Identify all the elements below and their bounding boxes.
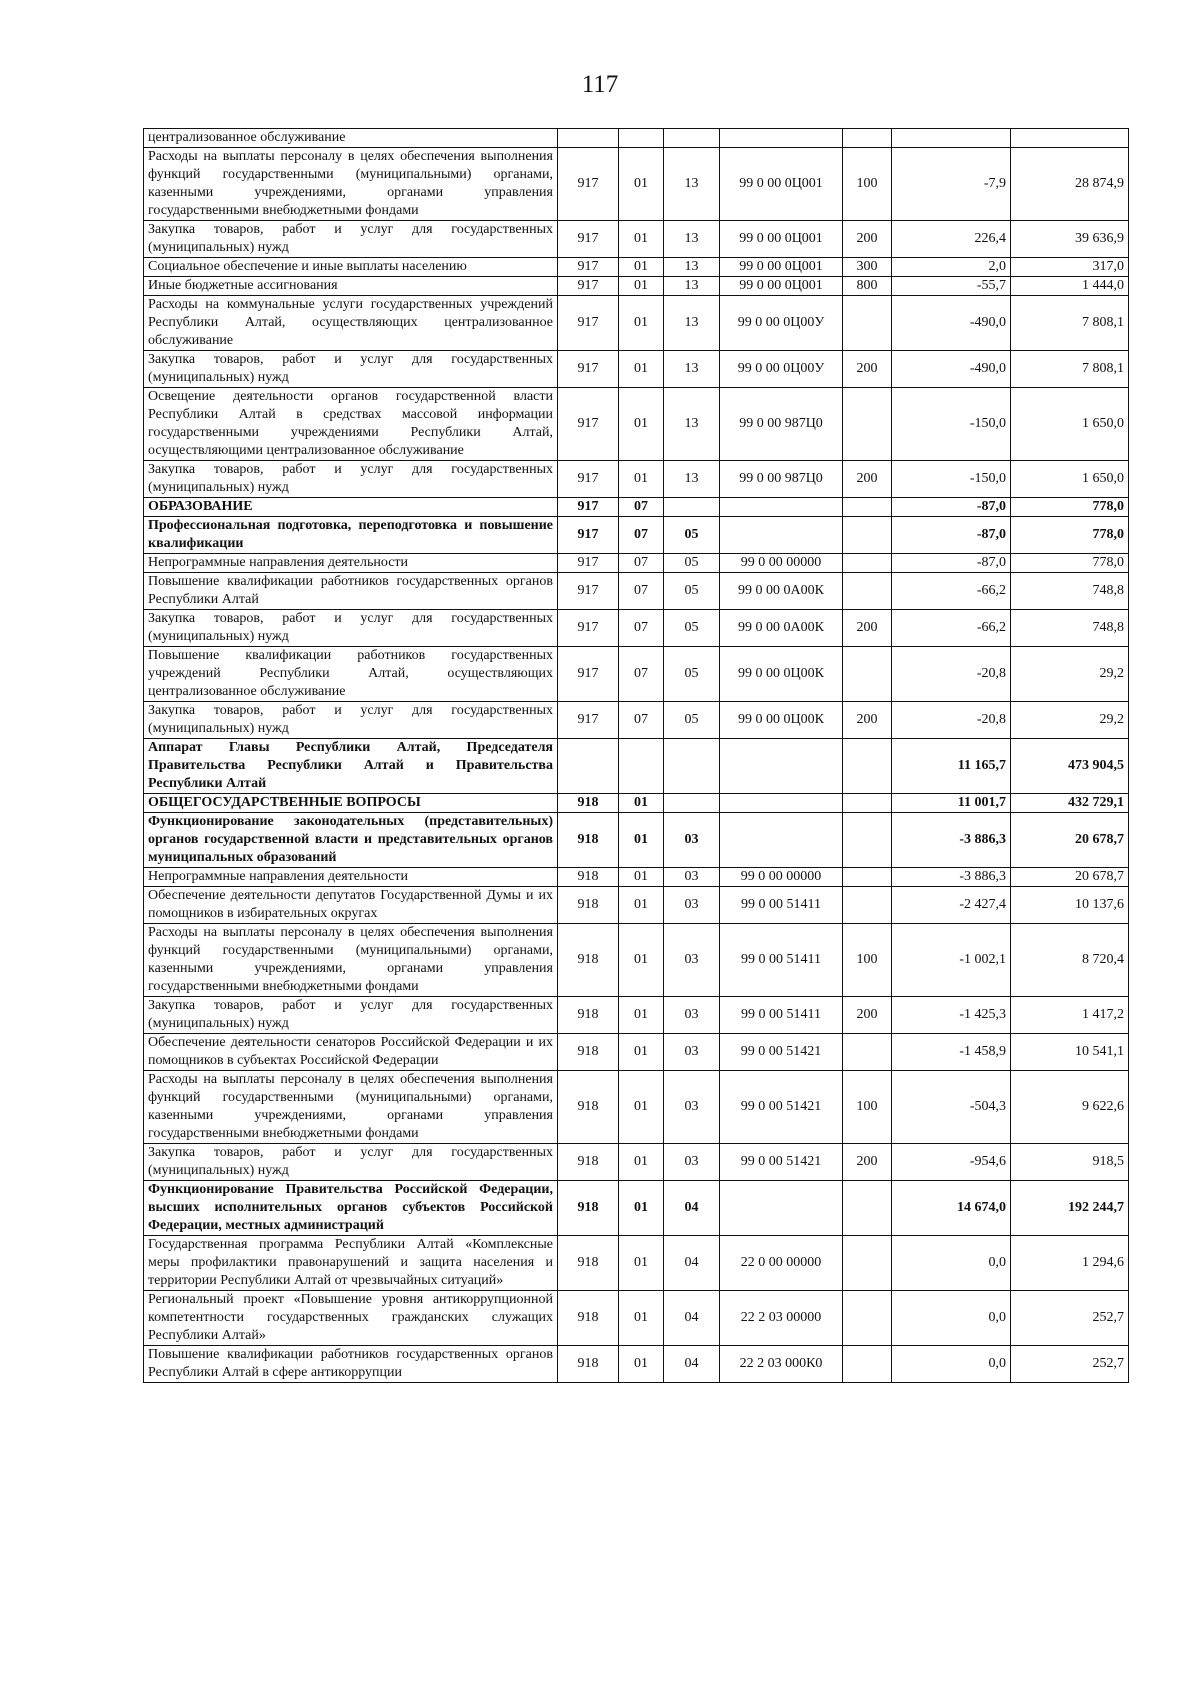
row-target-article: 99 0 00 0Ц001 [720, 221, 843, 258]
row-name: Государственная программа Республики Алтай «Комплексные меры профилактики правонарушений и защита населения и территории Республики Алтай от чрезвычайных ситуаций» [144, 1236, 558, 1291]
table-row [144, 258, 1129, 277]
table-row [144, 498, 1129, 517]
row-gr-code: 917 [558, 610, 619, 647]
row-total-amount: 432 729,1 [1011, 794, 1129, 813]
row-name: Закупка товаров, работ и услуг для государственных (муниципальных) нужд [144, 351, 558, 388]
row-gr-code: 918 [558, 794, 619, 813]
row-name: ОБРАЗОВАНИЕ [144, 498, 558, 517]
row-section-code: 01 [619, 258, 664, 277]
row-target-article: 22 0 00 00000 [720, 1236, 843, 1291]
row-target-article: 99 0 00 0А00К [720, 573, 843, 610]
row-total-amount: 9 622,6 [1011, 1071, 1129, 1144]
row-expense-type: 200 [843, 1144, 892, 1181]
row-gr-code: 918 [558, 1034, 619, 1071]
row-subsection-code: 04 [664, 1346, 720, 1383]
row-section-code: 01 [619, 813, 664, 868]
row-gr-code: 917 [558, 351, 619, 388]
row-gr-code: 918 [558, 997, 619, 1034]
row-section-code: 07 [619, 647, 664, 702]
row-gr-code: 917 [558, 498, 619, 517]
row-subsection-code: 13 [664, 277, 720, 296]
table-row [144, 221, 1129, 258]
row-expense-type [843, 647, 892, 702]
row-change-amount: -490,0 [892, 351, 1011, 388]
row-subsection-code [664, 129, 720, 148]
row-subsection-code: 13 [664, 388, 720, 461]
row-gr-code: 917 [558, 388, 619, 461]
row-name: Непрограммные направления деятельности [144, 554, 558, 573]
row-subsection-code: 05 [664, 554, 720, 573]
row-expense-type: 800 [843, 277, 892, 296]
row-total-amount: 28 874,9 [1011, 148, 1129, 221]
row-name: Закупка товаров, работ и услуг для государственных (муниципальных) нужд [144, 1144, 558, 1181]
table-row [144, 351, 1129, 388]
row-name: Закупка товаров, работ и услуг для государственных (муниципальных) нужд [144, 221, 558, 258]
row-name: Закупка товаров, работ и услуг для государственных (муниципальных) нужд [144, 461, 558, 498]
row-expense-type: 200 [843, 461, 892, 498]
row-total-amount: 473 904,5 [1011, 739, 1129, 794]
row-change-amount: -7,9 [892, 148, 1011, 221]
row-name: Социальное обеспечение и иные выплаты населению [144, 258, 558, 277]
row-subsection-code: 03 [664, 868, 720, 887]
row-section-code: 01 [619, 1291, 664, 1346]
row-total-amount: 8 720,4 [1011, 924, 1129, 997]
table-row [144, 1346, 1129, 1383]
row-subsection-code: 04 [664, 1181, 720, 1236]
row-target-article: 99 0 00 51421 [720, 1071, 843, 1144]
row-expense-type [843, 1181, 892, 1236]
row-expense-type [843, 868, 892, 887]
row-change-amount: -66,2 [892, 610, 1011, 647]
row-change-amount: -150,0 [892, 461, 1011, 498]
row-name: Закупка товаров, работ и услуг для государственных (муниципальных) нужд [144, 610, 558, 647]
row-gr-code: 918 [558, 1236, 619, 1291]
row-expense-type [843, 1291, 892, 1346]
table-row [144, 702, 1129, 739]
row-change-amount: -20,8 [892, 647, 1011, 702]
table-row [144, 794, 1129, 813]
row-subsection-code: 05 [664, 702, 720, 739]
row-total-amount: 20 678,7 [1011, 813, 1129, 868]
row-expense-type [843, 1034, 892, 1071]
row-expense-type: 100 [843, 924, 892, 997]
row-target-article: 99 0 00 0Ц001 [720, 148, 843, 221]
row-change-amount: -954,6 [892, 1144, 1011, 1181]
row-expense-type: 100 [843, 148, 892, 221]
row-change-amount: -87,0 [892, 498, 1011, 517]
table-row [144, 813, 1129, 868]
row-gr-code: 917 [558, 148, 619, 221]
row-total-amount: 778,0 [1011, 498, 1129, 517]
table-row [144, 554, 1129, 573]
row-total-amount: 10 137,6 [1011, 887, 1129, 924]
row-change-amount: -66,2 [892, 573, 1011, 610]
row-name: Функционирование законодательных (представительных) органов государственной власти и представительных органов муниципальных образований [144, 813, 558, 868]
row-section-code: 07 [619, 573, 664, 610]
row-total-amount: 1 650,0 [1011, 461, 1129, 498]
row-section-code: 01 [619, 221, 664, 258]
table-row [144, 1181, 1129, 1236]
row-subsection-code: 03 [664, 1071, 720, 1144]
row-section-code: 01 [619, 794, 664, 813]
row-change-amount: -87,0 [892, 517, 1011, 554]
row-change-amount: -87,0 [892, 554, 1011, 573]
row-target-article: 99 0 00 0Ц001 [720, 277, 843, 296]
row-total-amount: 778,0 [1011, 554, 1129, 573]
row-expense-type [843, 388, 892, 461]
row-subsection-code: 13 [664, 148, 720, 221]
row-change-amount: 0,0 [892, 1346, 1011, 1383]
row-subsection-code: 13 [664, 461, 720, 498]
row-gr-code: 918 [558, 1346, 619, 1383]
table-row [144, 997, 1129, 1034]
row-target-article: 99 0 00 51411 [720, 924, 843, 997]
row-section-code: 07 [619, 610, 664, 647]
row-name: Повышение квалификации работников государственных органов Республики Алтай в сфере антикоррупции [144, 1346, 558, 1383]
row-target-article: 99 0 00 0Ц00У [720, 296, 843, 351]
row-expense-type: 200 [843, 702, 892, 739]
row-subsection-code: 03 [664, 813, 720, 868]
row-target-article [720, 498, 843, 517]
row-total-amount: 29,2 [1011, 702, 1129, 739]
row-name: Непрограммные направления деятельности [144, 868, 558, 887]
row-section-code: 01 [619, 1346, 664, 1383]
row-name: Освещение деятельности органов государственной власти Республики Алтай в средствах массовой информации государственными учреждениями Республики Алтай, осуществляющими централизованное обслуживание [144, 388, 558, 461]
row-change-amount: 0,0 [892, 1291, 1011, 1346]
row-name: Повышение квалификации работников государственных учреждений Республики Алтай, осуществляющих централизованное обслуживание [144, 647, 558, 702]
row-expense-type: 200 [843, 221, 892, 258]
row-subsection-code: 03 [664, 1144, 720, 1181]
row-section-code: 07 [619, 554, 664, 573]
row-gr-code: 918 [558, 813, 619, 868]
row-target-article: 99 0 00 987Ц0 [720, 461, 843, 498]
row-gr-code: 917 [558, 647, 619, 702]
row-expense-type [843, 794, 892, 813]
row-name: Расходы на коммунальные услуги государственных учреждений Республики Алтай, осуществляющих централизованное обслуживание [144, 296, 558, 351]
row-gr-code: 917 [558, 277, 619, 296]
table-row [144, 296, 1129, 351]
row-subsection-code: 03 [664, 887, 720, 924]
row-total-amount: 192 244,7 [1011, 1181, 1129, 1236]
row-name: Обеспечение деятельности сенаторов Российской Федерации и их помощников в субъектах Российской Федерации [144, 1034, 558, 1071]
row-name: Региональный проект «Повышение уровня антикоррупционной компетентности государственных гражданских служащих Республики Алтай» [144, 1291, 558, 1346]
row-target-article [720, 517, 843, 554]
row-total-amount: 10 541,1 [1011, 1034, 1129, 1071]
row-change-amount: 2,0 [892, 258, 1011, 277]
table-row [144, 277, 1129, 296]
row-total-amount: 20 678,7 [1011, 868, 1129, 887]
row-section-code: 07 [619, 498, 664, 517]
row-total-amount: 317,0 [1011, 258, 1129, 277]
table-row [144, 388, 1129, 461]
row-total-amount: 1 650,0 [1011, 388, 1129, 461]
row-target-article: 99 0 00 0А00К [720, 610, 843, 647]
row-subsection-code: 04 [664, 1236, 720, 1291]
row-subsection-code: 03 [664, 997, 720, 1034]
row-section-code: 01 [619, 1034, 664, 1071]
row-change-amount [892, 129, 1011, 148]
table-body [144, 129, 1129, 1383]
row-expense-type: 100 [843, 1071, 892, 1144]
row-target-article: 99 0 00 00000 [720, 554, 843, 573]
table-row [144, 868, 1129, 887]
row-subsection-code: 04 [664, 1291, 720, 1346]
table-row [144, 517, 1129, 554]
row-change-amount: -1 002,1 [892, 924, 1011, 997]
row-total-amount: 29,2 [1011, 647, 1129, 702]
row-expense-type [843, 739, 892, 794]
row-section-code: 01 [619, 388, 664, 461]
row-section-code [619, 129, 664, 148]
table-row [144, 1291, 1129, 1346]
row-target-article: 99 0 00 51421 [720, 1144, 843, 1181]
row-target-article [720, 129, 843, 148]
row-total-amount [1011, 129, 1129, 148]
row-name: Закупка товаров, работ и услуг для государственных (муниципальных) нужд [144, 702, 558, 739]
row-section-code: 01 [619, 1071, 664, 1144]
row-section-code: 01 [619, 1181, 664, 1236]
row-section-code: 01 [619, 461, 664, 498]
row-gr-code: 918 [558, 1181, 619, 1236]
row-name: ОБЩЕГОСУДАРСТВЕННЫЕ ВОПРОСЫ [144, 794, 558, 813]
row-subsection-code [664, 739, 720, 794]
row-target-article: 99 0 00 51411 [720, 997, 843, 1034]
row-name: Расходы на выплаты персоналу в целях обеспечения выполнения функций государственными (муниципальными) органами, казенными учреждениями, органами управления государственными внебюджетными фондами [144, 148, 558, 221]
table-row [144, 129, 1129, 148]
row-section-code: 01 [619, 351, 664, 388]
table-row [144, 1034, 1129, 1071]
row-expense-type: 200 [843, 351, 892, 388]
row-target-article: 22 2 03 000К0 [720, 1346, 843, 1383]
row-section-code: 07 [619, 517, 664, 554]
table-row [144, 610, 1129, 647]
row-subsection-code: 13 [664, 221, 720, 258]
row-name: Повышение квалификации работников государственных органов Республики Алтай [144, 573, 558, 610]
row-expense-type [843, 813, 892, 868]
row-target-article: 99 0 00 987Ц0 [720, 388, 843, 461]
row-target-article: 99 0 00 0Ц00К [720, 702, 843, 739]
row-name: Профессиональная подготовка, переподготовка и повышение квалификации [144, 517, 558, 554]
row-total-amount: 39 636,9 [1011, 221, 1129, 258]
row-section-code: 01 [619, 1236, 664, 1291]
budget-table [143, 128, 1129, 1383]
row-gr-code: 917 [558, 517, 619, 554]
row-expense-type [843, 1346, 892, 1383]
row-total-amount: 7 808,1 [1011, 296, 1129, 351]
row-target-article [720, 739, 843, 794]
row-change-amount: 0,0 [892, 1236, 1011, 1291]
row-section-code: 01 [619, 277, 664, 296]
row-total-amount: 748,8 [1011, 573, 1129, 610]
row-subsection-code: 05 [664, 610, 720, 647]
row-change-amount: -150,0 [892, 388, 1011, 461]
row-change-amount: -3 886,3 [892, 813, 1011, 868]
row-section-code: 01 [619, 1144, 664, 1181]
row-subsection-code: 05 [664, 647, 720, 702]
row-subsection-code: 03 [664, 1034, 720, 1071]
row-gr-code: 917 [558, 573, 619, 610]
row-change-amount: 14 674,0 [892, 1181, 1011, 1236]
row-section-code [619, 739, 664, 794]
row-name: Расходы на выплаты персоналу в целях обеспечения выполнения функций государственными (муниципальными) органами, казенными учреждениями, органами управления государственными внебюджетными фондами [144, 924, 558, 997]
row-name: Закупка товаров, работ и услуг для государственных (муниципальных) нужд [144, 997, 558, 1034]
row-section-code: 01 [619, 924, 664, 997]
row-expense-type [843, 1236, 892, 1291]
row-expense-type [843, 498, 892, 517]
row-expense-type: 300 [843, 258, 892, 277]
row-gr-code: 917 [558, 461, 619, 498]
row-change-amount: -1 425,3 [892, 997, 1011, 1034]
row-change-amount: 11 001,7 [892, 794, 1011, 813]
row-name: Функционирование Правительства Российской Федерации, высших исполнительных органов субъектов Российской Федерации, местных администраций [144, 1181, 558, 1236]
row-target-article [720, 794, 843, 813]
row-gr-code: 917 [558, 702, 619, 739]
row-section-code: 01 [619, 997, 664, 1034]
row-expense-type [843, 517, 892, 554]
row-total-amount: 252,7 [1011, 1346, 1129, 1383]
row-total-amount: 1 417,2 [1011, 997, 1129, 1034]
table-row [144, 739, 1129, 794]
table-row [144, 647, 1129, 702]
row-section-code: 07 [619, 702, 664, 739]
row-section-code: 01 [619, 868, 664, 887]
row-change-amount: -20,8 [892, 702, 1011, 739]
table-row [144, 148, 1129, 221]
table-row [144, 1236, 1129, 1291]
row-name: Иные бюджетные ассигнования [144, 277, 558, 296]
row-change-amount: 226,4 [892, 221, 1011, 258]
row-gr-code [558, 129, 619, 148]
row-total-amount: 1 444,0 [1011, 277, 1129, 296]
row-name: Обеспечение деятельности депутатов Государственной Думы и их помощников в избирательных округах [144, 887, 558, 924]
row-gr-code: 917 [558, 221, 619, 258]
row-change-amount: -504,3 [892, 1071, 1011, 1144]
row-expense-type [843, 554, 892, 573]
table-row [144, 1071, 1129, 1144]
table-row [144, 887, 1129, 924]
row-target-article: 99 0 00 0Ц00К [720, 647, 843, 702]
row-gr-code: 918 [558, 1144, 619, 1181]
table-row [144, 573, 1129, 610]
row-gr-code: 917 [558, 296, 619, 351]
row-expense-type [843, 887, 892, 924]
row-change-amount: -3 886,3 [892, 868, 1011, 887]
row-gr-code: 917 [558, 258, 619, 277]
row-subsection-code [664, 794, 720, 813]
row-target-article: 99 0 00 51411 [720, 887, 843, 924]
row-total-amount: 252,7 [1011, 1291, 1129, 1346]
row-gr-code: 918 [558, 1291, 619, 1346]
row-gr-code: 918 [558, 924, 619, 997]
row-subsection-code: 03 [664, 924, 720, 997]
row-subsection-code [664, 498, 720, 517]
row-total-amount: 778,0 [1011, 517, 1129, 554]
row-change-amount: -490,0 [892, 296, 1011, 351]
row-name: Аппарат Главы Республики Алтай, Председателя Правительства Республики Алтай и Правительства Республики Алтай [144, 739, 558, 794]
row-target-article: 22 2 03 00000 [720, 1291, 843, 1346]
row-section-code: 01 [619, 887, 664, 924]
row-expense-type: 200 [843, 610, 892, 647]
row-subsection-code: 05 [664, 517, 720, 554]
row-target-article [720, 1181, 843, 1236]
row-target-article: 99 0 00 00000 [720, 868, 843, 887]
row-change-amount: -55,7 [892, 277, 1011, 296]
table-row [144, 924, 1129, 997]
row-total-amount: 748,8 [1011, 610, 1129, 647]
row-change-amount: -2 427,4 [892, 887, 1011, 924]
row-expense-type: 200 [843, 997, 892, 1034]
row-subsection-code: 13 [664, 296, 720, 351]
row-subsection-code: 05 [664, 573, 720, 610]
row-name: Расходы на выплаты персоналу в целях обеспечения выполнения функций государственными (муниципальными) органами, казенными учреждениями, органами управления государственными внебюджетными фондами [144, 1071, 558, 1144]
row-target-article: 99 0 00 0Ц001 [720, 258, 843, 277]
row-gr-code: 917 [558, 554, 619, 573]
row-total-amount: 1 294,6 [1011, 1236, 1129, 1291]
row-target-article: 99 0 00 51421 [720, 1034, 843, 1071]
row-gr-code [558, 739, 619, 794]
row-gr-code: 918 [558, 887, 619, 924]
row-total-amount: 7 808,1 [1011, 351, 1129, 388]
row-total-amount: 918,5 [1011, 1144, 1129, 1181]
table-row [144, 461, 1129, 498]
row-gr-code: 918 [558, 868, 619, 887]
row-expense-type [843, 129, 892, 148]
row-section-code: 01 [619, 148, 664, 221]
row-change-amount: 11 165,7 [892, 739, 1011, 794]
row-target-article [720, 813, 843, 868]
row-subsection-code: 13 [664, 258, 720, 277]
page-number: 117 [581, 71, 619, 98]
table-row [144, 1144, 1129, 1181]
row-section-code: 01 [619, 296, 664, 351]
row-expense-type [843, 296, 892, 351]
row-gr-code: 918 [558, 1071, 619, 1144]
row-expense-type [843, 573, 892, 610]
row-name: централизованное обслуживание [144, 129, 558, 148]
row-target-article: 99 0 00 0Ц00У [720, 351, 843, 388]
row-subsection-code: 13 [664, 351, 720, 388]
row-change-amount: -1 458,9 [892, 1034, 1011, 1071]
